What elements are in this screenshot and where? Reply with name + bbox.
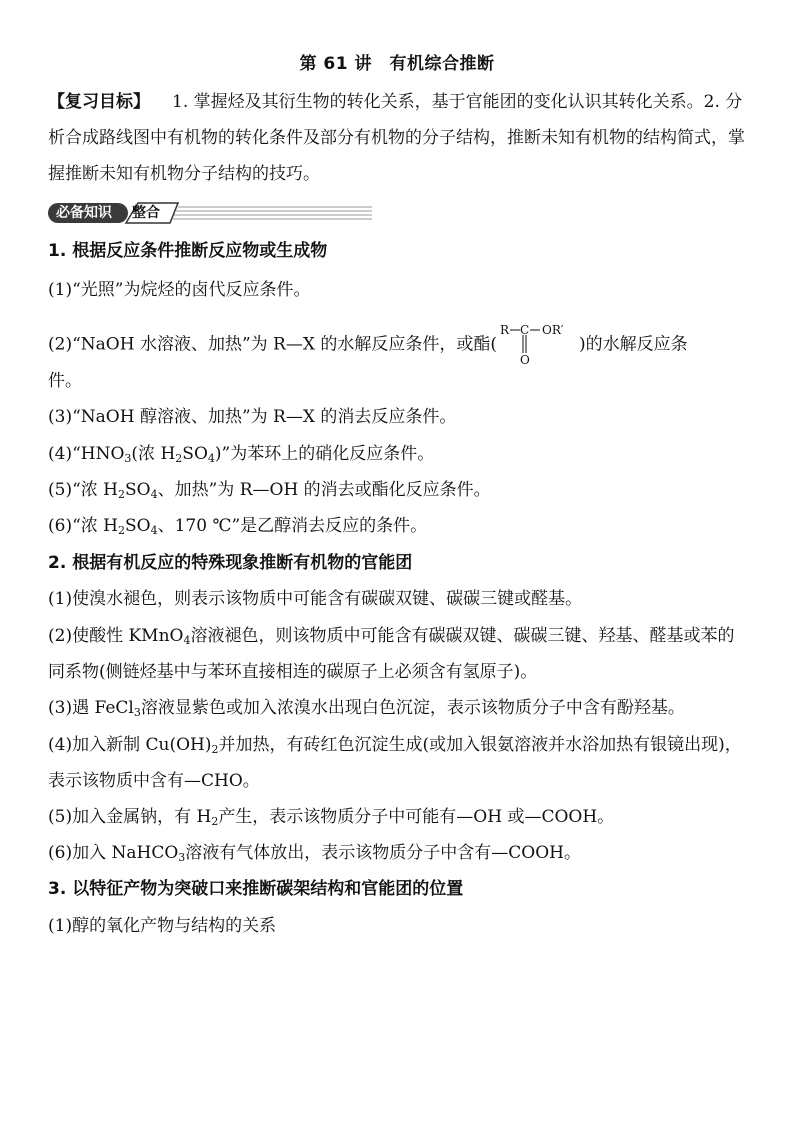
s2-item-2: (2)使酸性 KMnO$_4$溶液褪色，则该物质中可能含有碳碳双键、碳碳三键、羟基、醛基或苯的同系物(侧链烃基中与苯环直接相连的碳原子上必须含有氢原子)。 <box>48 626 735 682</box>
section-1-heading: 1. 根据反应条件推断反应物或生成物 <box>48 241 328 261</box>
ester-r: R <box>499 323 510 337</box>
s1-item-1: (1)“光照”为烷烃的卤代反应条件。 <box>48 280 311 300</box>
s1-item-4: $(4)“HNO_3$(浓 $H_2SO_4$)”为苯环上的硝化反应条件。 <box>48 444 435 465</box>
review-goals-label: 【复习目标】 <box>48 92 150 112</box>
review-goals <box>48 84 748 192</box>
banner-label-right: 整合 <box>132 205 160 221</box>
s1-item-3: (3)“NaOH 醇溶液、加热”为 R—X 的消去反应条件。 <box>48 407 457 427</box>
ester-c: C <box>519 323 530 337</box>
s1-item-2: (2)“NaOH 水溶液、加热”为 R—X 的水解反应条件，或酯( R C OR′ O )的水解反应条 <box>48 323 688 367</box>
banner-label-left: 必备知识 <box>56 205 112 221</box>
s1-item-5: (5)“浓 $H_2SO_4$、加热”为 R—OH 的消去或酯化反应条件。 <box>48 480 491 501</box>
s1-item-2-cont: 件。 <box>48 371 82 391</box>
s3-item-1: (1)醇的氧化产物与结构的关系 <box>48 916 277 936</box>
section-2-heading: 2. 根据有机反应的特殊现象推断有机物的官能团 <box>48 553 413 573</box>
s2-item-6: (6)加入 NaHCO$_3$溶液有气体放出，表示该物质分子中含有—COOH。 <box>48 843 581 864</box>
s2-item-4: (4)加入新制 $Cu(OH)_2$并加热，有砖红色沉淀生成(或加入银氨溶液并水浴加热有银镜出现)，表示该物质中含有—CHO。 <box>48 735 742 791</box>
s2-item-3: (3)遇 FeCl$_3$溶液显紫色或加入浓溴水出现白色沉淀，表示该物质分子中含有酚羟基。 <box>48 698 685 719</box>
review-goals-text: 1. 掌握烃及其衍生物的转化关系，基于官能团的变化认识其转化关系。2. 分析合成路线图中有机物的转化条件及部分有机物的分子结构，推断未知有机物的结构简式，掌握推断未知有机物分子结构的技巧。 <box>48 92 745 184</box>
s1-item-6: (6)“浓 $H_2SO_4$、170 ℃”是乙醇消去反应的条件。 <box>48 516 428 537</box>
s2-item-1: (1)使溴水褪色，则表示该物质中可能含有碳碳双键、碳碳三键或醛基。 <box>48 589 583 609</box>
ester-o: O <box>519 353 530 367</box>
s2-item-5: (5)加入金属钠，有 $H_2$产生，表示该物质分子中可能有—OH 或—COOH。 <box>48 807 615 828</box>
page-title: 第 61 讲 有机综合推断 <box>299 54 495 74</box>
ester-or: OR′ <box>541 323 564 337</box>
ester-bonds <box>499 322 577 368</box>
section-3-heading: 3. 以特征产物为突破口来推断碳架结构和官能团的位置 <box>48 879 464 899</box>
section-banner <box>46 202 372 224</box>
ester-structure <box>499 322 577 368</box>
